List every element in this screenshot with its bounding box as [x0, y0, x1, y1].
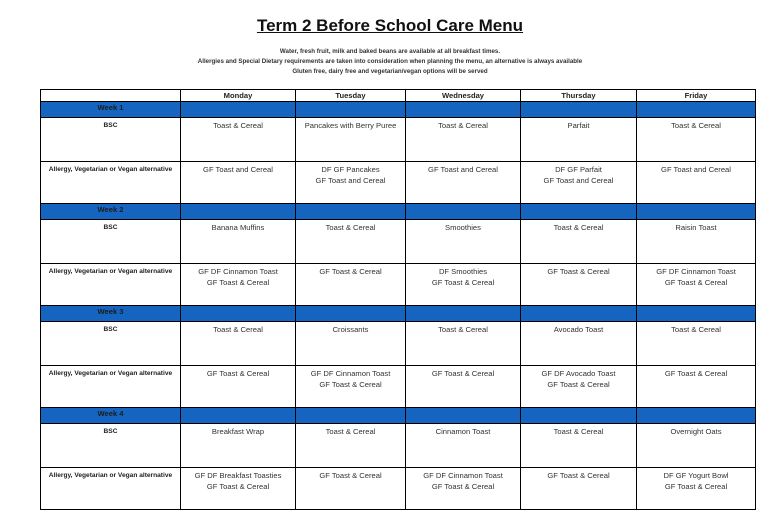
week-bar-cell: [521, 102, 637, 118]
alt-row-label: Allergy, Vegetarian or Vegan alternative: [41, 162, 181, 204]
bsc-row-label: BSC: [41, 220, 181, 264]
menu-item: Toast & Cereal: [213, 325, 263, 334]
week-bar-cell: [181, 204, 296, 220]
menu-cell: [521, 220, 637, 264]
menu-item: Toast & Cereal: [438, 325, 488, 334]
menu-cell: [406, 220, 521, 264]
week-bar-cell: [296, 204, 406, 220]
week-label: Week 3: [41, 306, 181, 322]
week-bar-cell: [406, 408, 521, 424]
menu-item: Toast & Cereal: [671, 325, 721, 334]
menu-item: GF Toast and Cereal: [543, 176, 614, 185]
week-header-row: [41, 306, 756, 322]
menu-item: GF Toast & Cereal: [431, 369, 495, 378]
menu-item: GF DF Cinnamon Toast: [423, 471, 503, 480]
subtitle-line: Allergies and Special Dietary requirements are taken into consideration when planning the menu, an alternative is always available: [197, 58, 583, 65]
day-header: Wednesday: [406, 90, 521, 102]
week-header-row: [41, 408, 756, 424]
week-bar-cell: [637, 408, 756, 424]
week-bar-cell: [406, 306, 521, 322]
menu-cell: [181, 220, 296, 264]
page-title: Term 2 Before School Care Menu: [256, 16, 524, 35]
menu-item: Avocado Toast: [553, 325, 604, 334]
menu-cell: [296, 322, 406, 366]
menu-item: Croissants: [332, 325, 369, 334]
menu-cell: [181, 322, 296, 366]
menu-item: Toast & Cereal: [553, 427, 604, 436]
menu-item: GF Toast & Cereal: [547, 267, 610, 276]
bsc-row: [41, 322, 756, 366]
week-bar-cell: [521, 306, 637, 322]
menu-item: GF Toast & Cereal: [206, 278, 270, 287]
week-header-row: [41, 204, 756, 220]
menu-cell: [296, 220, 406, 264]
day-header: Tuesday: [296, 90, 406, 102]
bsc-row-label: BSC: [41, 118, 181, 162]
corner-cell: [41, 90, 181, 102]
menu-cell: [521, 162, 637, 204]
menu-cell: [296, 118, 406, 162]
menu-item: GF Toast & Cereal: [431, 278, 495, 287]
alt-row-label: Allergy, Vegetarian or Vegan alternative: [41, 264, 181, 306]
menu-cell: [181, 424, 296, 468]
menu-item: GF DF Cinnamon Toast: [656, 267, 736, 276]
menu-cell: [296, 366, 406, 408]
alt-row: [41, 162, 756, 204]
menu-item: GF Toast & Cereal: [319, 471, 382, 480]
menu-item: GF Toast & Cereal: [206, 369, 270, 378]
week-bar-cell: [521, 204, 637, 220]
menu-item: GF DF Cinnamon Toast: [310, 369, 391, 378]
menu-item: DF GF Parfait: [555, 165, 602, 174]
menu-item: Parfait: [567, 121, 590, 130]
menu-item: Toast & Cereal: [671, 121, 721, 130]
bsc-row: [41, 118, 756, 162]
week-bar-cell: [181, 102, 296, 118]
menu-item: Toast & Cereal: [213, 121, 263, 130]
week-bar-cell: [637, 102, 756, 118]
bsc-row: [41, 220, 756, 264]
menu-item: GF DF Breakfast Toasties: [194, 471, 282, 480]
menu-item: Pancakes with Berry Puree: [304, 121, 397, 130]
menu-cell: [637, 220, 756, 264]
menu-item: GF Toast & Cereal: [319, 267, 382, 276]
menu-cell: [637, 118, 756, 162]
menu-cell: [406, 468, 521, 510]
header-row: [41, 90, 756, 102]
menu-item: GF Toast & Cereal: [664, 482, 728, 491]
menu-cell: [521, 264, 637, 306]
menu-cell: [181, 264, 296, 306]
menu-body: [41, 102, 756, 510]
menu-item: DF Smoothies: [438, 267, 488, 276]
menu-item: GF Toast and Cereal: [661, 165, 731, 174]
menu-item: GF Toast & Cereal: [547, 380, 610, 389]
menu-cell: [406, 424, 521, 468]
menu-item: GF Toast and Cereal: [315, 176, 386, 185]
menu-cell: [406, 322, 521, 366]
menu-item: Toast & Cereal: [438, 121, 488, 130]
menu-item: DF GF Pancakes: [321, 165, 380, 174]
menu-cell: [637, 162, 756, 204]
day-header: Monday: [181, 90, 296, 102]
menu-item: GF DF Avocado Toast: [541, 369, 616, 378]
menu-item: GF Toast & Cereal: [319, 380, 382, 389]
subtitle-line: Water, fresh fruit, milk and baked beans are available at all breakfast times.: [279, 48, 501, 55]
menu-item: Banana Muffins: [211, 223, 265, 232]
subtitle-line: Gluten free, dairy free and vegetarian/vegan options will be served: [292, 68, 488, 75]
menu-cell: [521, 366, 637, 408]
menu-item: GF Toast and Cereal: [203, 165, 273, 174]
menu-item: Toast & Cereal: [325, 223, 376, 232]
week-header-row: [41, 102, 756, 118]
alt-row: [41, 366, 756, 408]
menu-table: [40, 89, 756, 510]
menu-cell: [181, 118, 296, 162]
menu-item: Cinnamon Toast: [435, 427, 491, 436]
menu-item: GF Toast & Cereal: [206, 482, 270, 491]
week-label: Week 4: [41, 408, 181, 424]
menu-item: DF GF Yogurt Bowl: [663, 471, 729, 480]
menu-cell: [637, 264, 756, 306]
bsc-row: [41, 424, 756, 468]
alt-row-label: Allergy, Vegetarian or Vegan alternative: [41, 366, 181, 408]
week-bar-cell: [406, 204, 521, 220]
menu-item: GF Toast and Cereal: [428, 165, 498, 174]
week-bar-cell: [637, 204, 756, 220]
menu-cell: [637, 468, 756, 510]
menu-cell: [637, 366, 756, 408]
week-bar-cell: [181, 408, 296, 424]
week-bar-cell: [637, 306, 756, 322]
bsc-row-label: BSC: [41, 424, 181, 468]
day-header: Thursday: [521, 90, 637, 102]
menu-cell: [521, 118, 637, 162]
week-bar-cell: [521, 408, 637, 424]
week-label: Week 1: [41, 102, 181, 118]
menu-item: Overnight Oats: [670, 427, 722, 436]
menu-cell: [181, 468, 296, 510]
menu-cell: [406, 162, 521, 204]
menu-cell: [296, 162, 406, 204]
week-bar-cell: [406, 102, 521, 118]
menu-cell: [521, 468, 637, 510]
menu-item: GF Toast & Cereal: [664, 369, 728, 378]
week-bar-cell: [296, 102, 406, 118]
menu-cell: [406, 366, 521, 408]
menu-cell: [181, 162, 296, 204]
week-label: Week 2: [41, 204, 181, 220]
menu-item: Toast & Cereal: [325, 427, 376, 436]
menu-item: GF Toast & Cereal: [431, 482, 495, 491]
week-bar-cell: [181, 306, 296, 322]
menu-cell: [521, 322, 637, 366]
menu-cell: [637, 424, 756, 468]
menu-item: GF Toast & Cereal: [547, 471, 610, 480]
menu-item: Raisin Toast: [675, 223, 717, 232]
menu-cell: [296, 468, 406, 510]
menu-item: GF Toast & Cereal: [664, 278, 728, 287]
menu-cell: [406, 118, 521, 162]
menu-cell: [521, 424, 637, 468]
day-header: Friday: [637, 90, 756, 102]
alt-row-label: Allergy, Vegetarian or Vegan alternative: [41, 468, 181, 510]
alt-row: [41, 264, 756, 306]
menu-item: Smoothies: [445, 223, 481, 232]
menu-cell: [296, 264, 406, 306]
alt-row: [41, 468, 756, 510]
menu-cell: [296, 424, 406, 468]
week-bar-cell: [296, 408, 406, 424]
menu-item: Breakfast Wrap: [211, 427, 265, 436]
menu-cell: [181, 366, 296, 408]
week-bar-cell: [296, 306, 406, 322]
menu-cell: [637, 322, 756, 366]
menu-item: GF DF Cinnamon Toast: [198, 267, 278, 276]
menu-item: Toast & Cereal: [553, 223, 604, 232]
menu-cell: [406, 264, 521, 306]
bsc-row-label: BSC: [41, 322, 181, 366]
